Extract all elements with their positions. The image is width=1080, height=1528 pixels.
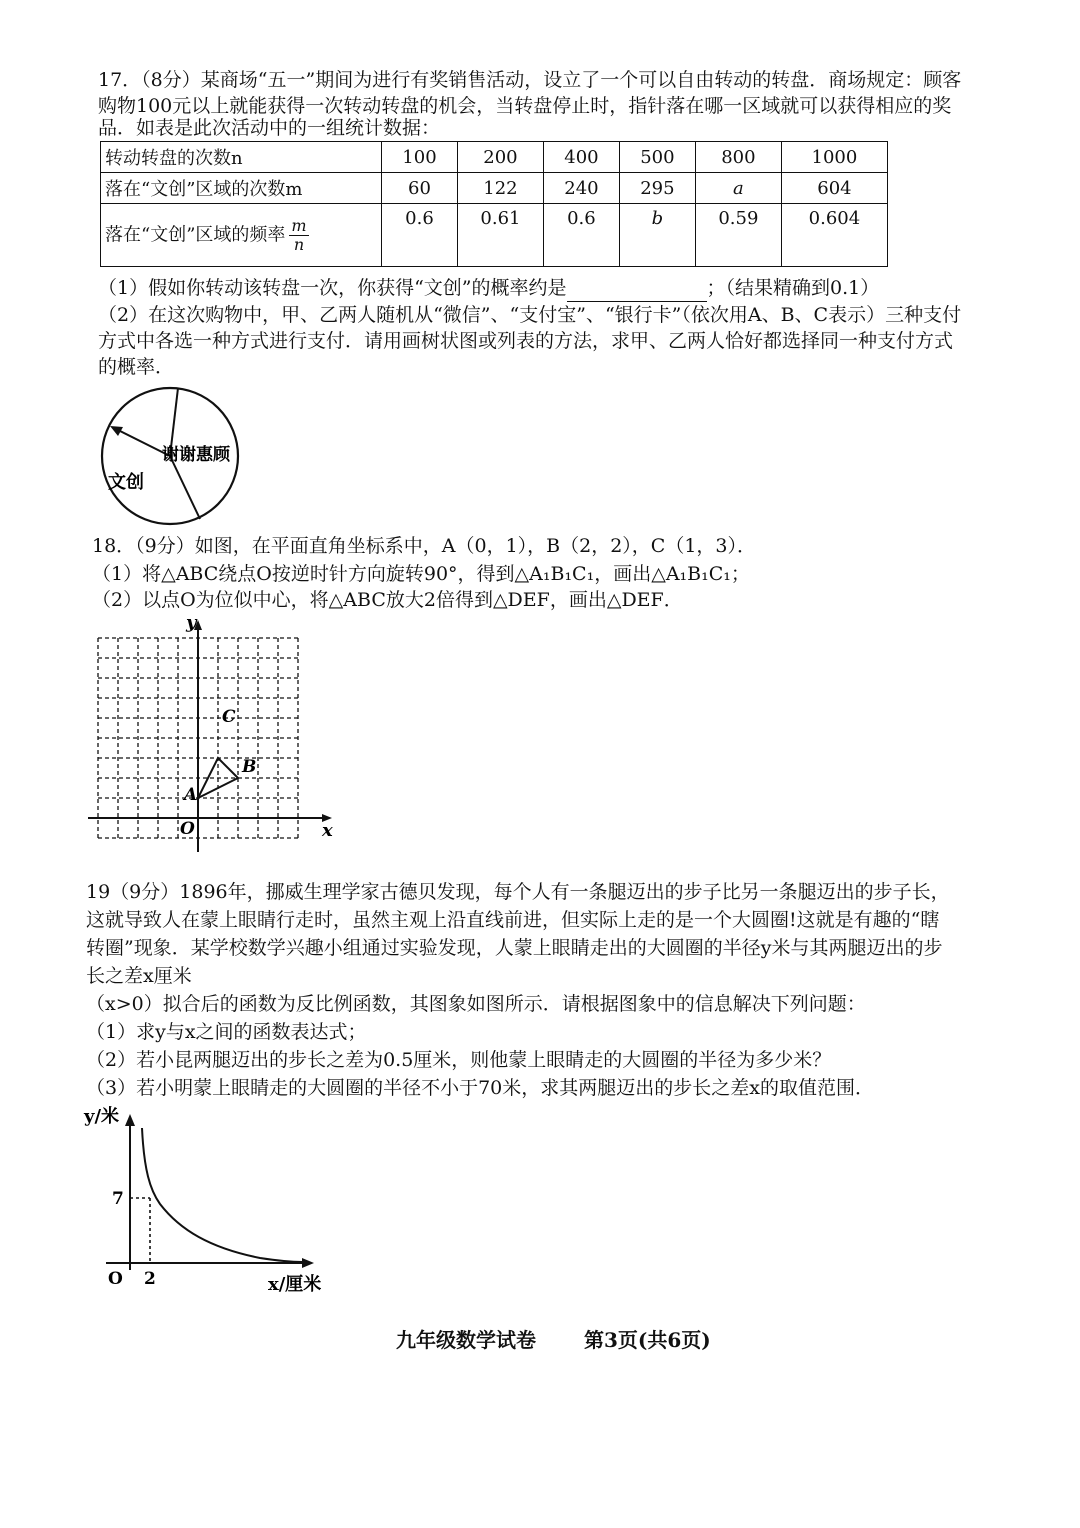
q19-line1: 19（9分）1896年，挪威生理学家古德贝发现，每个人有一条腿迈出的步子比另一条腿迈出的步子长， <box>86 881 950 903</box>
table-cell: 800 <box>695 142 781 173</box>
wheel-label-thanks: 谢谢惠顾 <box>162 445 230 465</box>
point-c-label: C <box>222 707 236 727</box>
table-cell: 100 <box>382 142 458 173</box>
graph-x-tick: 2 <box>144 1269 156 1289</box>
q19-line5: （x>0）拟合后的函数为反比例函数，其图象如图所示．请根据图象中的信息解决下列问题： <box>86 993 866 1015</box>
q18-line1: 18．（9分）如图，在平面直角坐标系中，A（0，1），B（2，2），C（1，3）． <box>92 535 757 557</box>
point-a-label: A <box>184 785 198 805</box>
origin-label: O <box>180 819 195 839</box>
graph-y-tick: 7 <box>112 1189 124 1209</box>
table-cell: 0.59 <box>695 204 781 267</box>
wheel-divider-bottom <box>170 456 200 519</box>
fraction-denominator: n <box>293 234 305 254</box>
y-axis-label: y <box>186 612 197 633</box>
graph-origin: O <box>108 1269 123 1289</box>
table-cell: 400 <box>543 142 619 173</box>
q18-sub1: （1）将△ABC绕点O按逆时针方向旋转90°，得到△A₁B₁C₁，画出△A₁B₁C₁； <box>92 563 750 585</box>
fraction-numerator: m <box>291 215 307 235</box>
spinner-wheel-figure <box>90 382 250 532</box>
graph-x-label: x/厘米 <box>268 1274 322 1295</box>
table-cell: 122 <box>457 173 543 204</box>
q19-sub1: （1）求y与x之间的函数表达式； <box>86 1021 367 1043</box>
q17-line1: 17．（8分）某商场“五一”期间为进行有奖销售活动，设立了一个可以自由转动的转盘．商场规定：顾客 <box>98 69 962 91</box>
q19-sub3: （3）若小明蒙上眼睛走的大圆圈的半径不小于70米，求其两腿迈出的步长之差x的取值范围． <box>86 1077 874 1099</box>
table-cell: 0.604 <box>781 204 887 267</box>
x-axis-label: x <box>322 820 333 841</box>
frequency-label-text: 落在“文创”区域的频率 <box>105 224 286 245</box>
table-cell: a <box>695 173 781 204</box>
q17-sub1-prefix: （1）假如你转动该转盘一次，你获得“文创”的概率约是 <box>98 277 567 299</box>
table-cell: 500 <box>619 142 695 173</box>
graph-y-axis-arrow <box>125 1114 135 1126</box>
table-row <box>101 173 888 204</box>
graph-y-label: y/米 <box>84 1106 120 1127</box>
table-cell: 0.61 <box>457 204 543 267</box>
table-cell: 1000 <box>781 142 887 173</box>
stats-table <box>100 141 888 267</box>
footer-page-number: 第3页(共6页) <box>584 1328 711 1352</box>
table-cell: 295 <box>619 173 695 204</box>
table-cell: 0.6 <box>543 204 619 267</box>
point-b-label: B <box>242 757 257 777</box>
table-cell: 604 <box>781 173 887 204</box>
row-label-spins: 转动转盘的次数n <box>101 142 382 173</box>
table-cell: 240 <box>543 173 619 204</box>
coordinate-grid-figure <box>82 612 352 860</box>
table-cell: b <box>619 204 695 267</box>
row-label-count: 落在“文创”区域的次数m <box>101 173 382 204</box>
q17-sub1-suffix: ；（结果精确到0.1） <box>706 277 880 299</box>
table-row <box>101 142 888 173</box>
q19-line3: 转圈”现象．某学校数学兴趣小组通过实验发现，人蒙上眼睛走出的大圆圈的半径y米与其两腿迈出的步 <box>86 937 943 959</box>
table-cell: 200 <box>457 142 543 173</box>
answer-blank[interactable] <box>567 281 707 302</box>
footer-exam-title: 九年级数学试卷 <box>396 1328 536 1352</box>
table-row <box>101 204 888 267</box>
wheel-label-wenchuang: 文创 <box>108 472 144 493</box>
table-cell: 0.6 <box>382 204 458 267</box>
fraction-m-over-n <box>289 217 308 254</box>
q19-sub2: （2）若小昆两腿迈出的步长之差为0.5厘米，则他蒙上眼睛走的大圆圈的半径为多少米？ <box>86 1049 832 1071</box>
inverse-function-graph <box>80 1100 350 1300</box>
q19-line4: 长之差x厘米 <box>86 965 192 987</box>
q19-line2: 这就导致人在蒙上眼睛行走时，虽然主观上沿直线前进，但实际上走的是一个大圆圈!这就是有趣的“瞎 <box>86 909 940 931</box>
q18-sub2: （2）以点O为位似中心，将△ABC放大2倍得到△DEF，画出△DEF． <box>92 589 683 611</box>
table-cell: 60 <box>382 173 458 204</box>
q17-line3: 品．如表是此次活动中的一组统计数据： <box>98 117 441 139</box>
q17-line2: 购物100元以上就能获得一次转动转盘的机会，当转盘停止时，指针落在哪一区域就可以获得相应的奖 <box>98 95 952 117</box>
graph-x-axis-arrow <box>302 1258 314 1268</box>
q17-sub2-line2: 方式中各选一种方式进行支付．请用画树状图或列表的方法，求甲、乙两人恰好都选择同一种支付方式 <box>98 330 954 352</box>
row-label-frequency <box>101 204 382 267</box>
q17-sub2-line3: 的概率． <box>98 356 175 378</box>
q17-sub2-line1: （2）在这次购物中，甲、乙两人随机从“微信”、“支付宝”、“银行卡”（依次用A、B、C表示）三种支付 <box>98 304 962 326</box>
q17-sub1 <box>98 274 879 302</box>
hyperbola-curve <box>142 1128 302 1262</box>
